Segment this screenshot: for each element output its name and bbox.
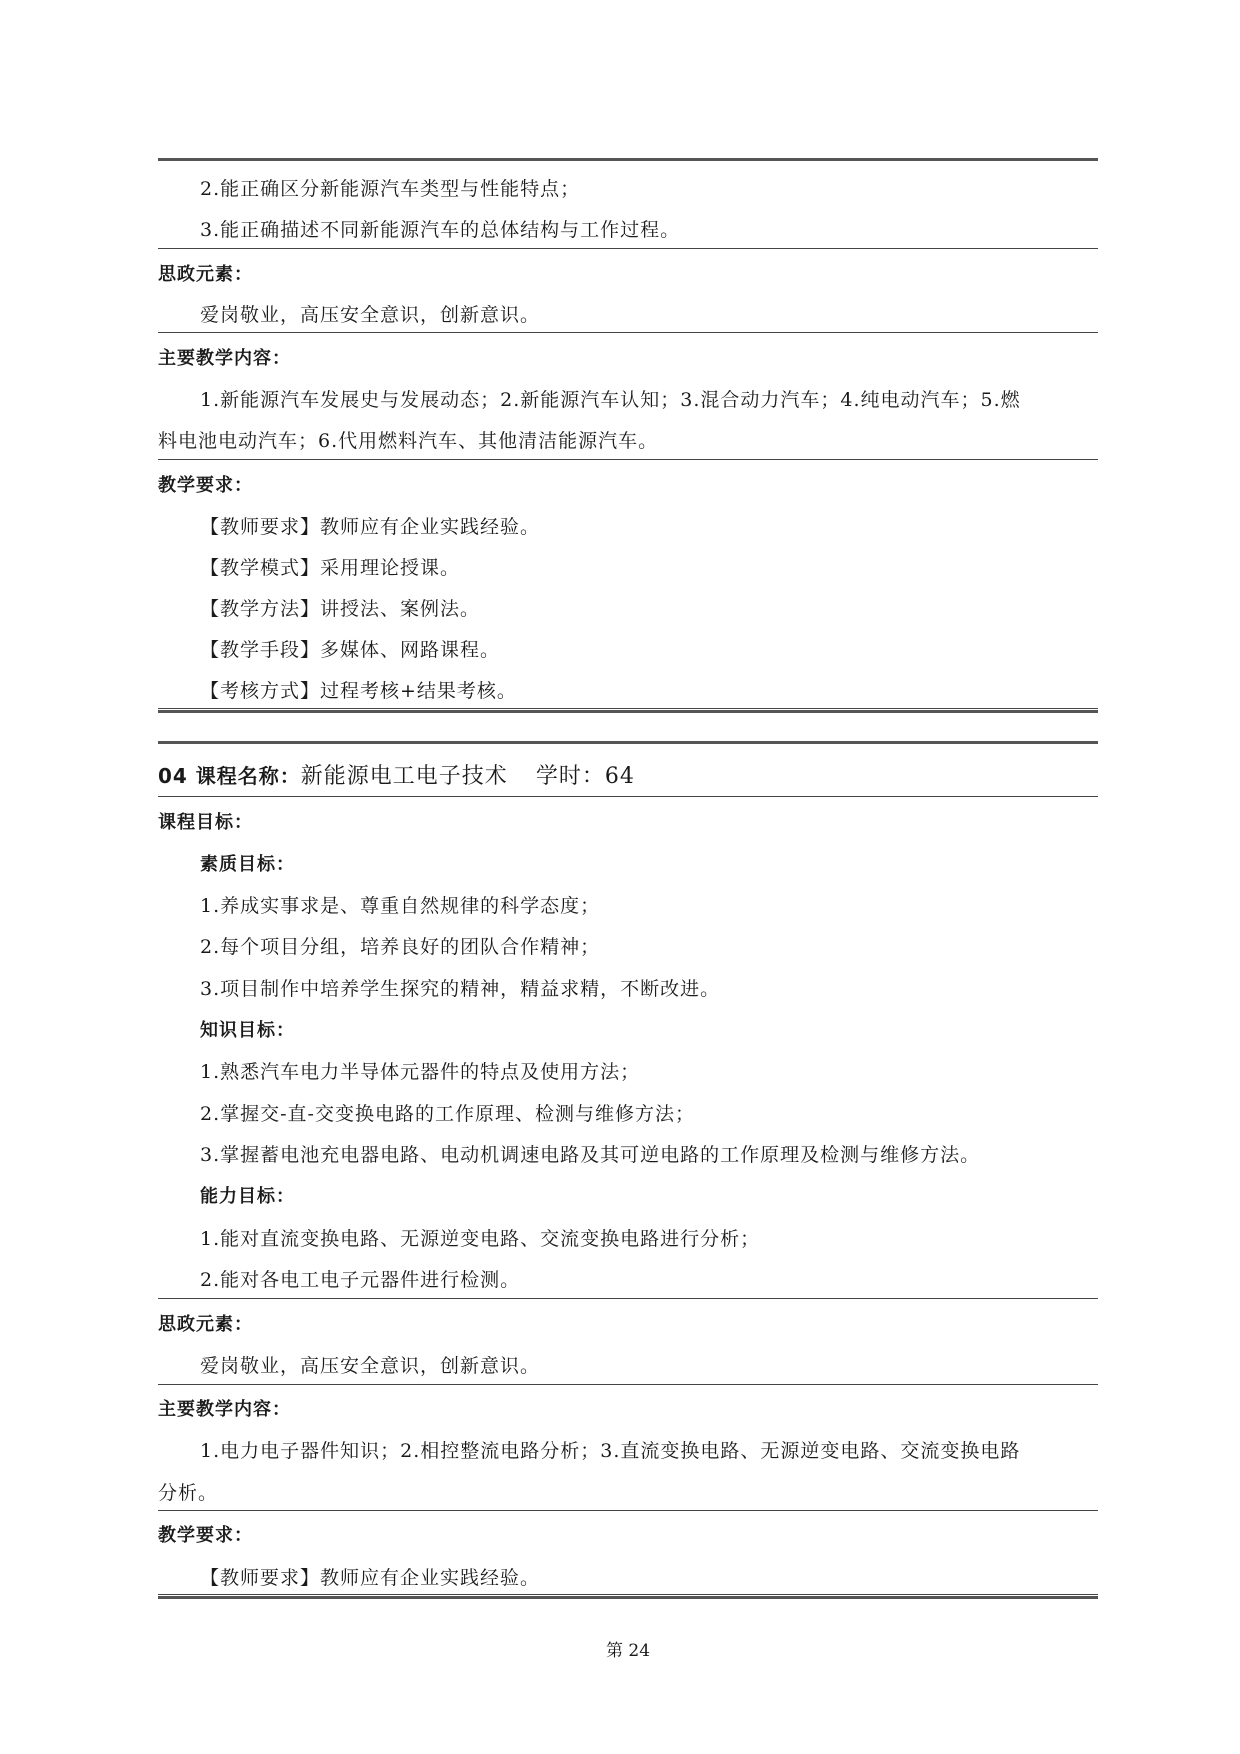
course-name: 新能源电工电子技术 bbox=[300, 764, 508, 789]
goal-line: 2.能正确区分新能源汽车类型与性能特点； bbox=[200, 178, 581, 200]
quality-item: 2.每个项目分组，培养良好的团队合作精神； bbox=[200, 936, 601, 958]
row-divider bbox=[158, 796, 1098, 797]
ideology-text: 爱岗敬业，高压安全意识，创新意识。 bbox=[200, 1355, 541, 1377]
row-divider bbox=[158, 332, 1098, 333]
content-label: 主要教学内容： bbox=[158, 1399, 291, 1420]
table-top-rule bbox=[158, 158, 1098, 161]
goal-line: 3.能正确描述不同新能源汽车的总体结构与工作过程。 bbox=[200, 219, 681, 241]
table-bottom-rule bbox=[158, 1594, 1098, 1599]
course-hours-label: 学时： bbox=[535, 764, 605, 789]
content-text: 分析。 bbox=[158, 1482, 219, 1504]
row-divider bbox=[158, 1510, 1098, 1511]
knowledge-item: 3.掌握蓄电池充电器电路、电动机调速电路及其可逆电路的工作原理及检测与维修方法。 bbox=[200, 1144, 981, 1166]
page-number: 第 24 bbox=[605, 1641, 651, 1661]
course-title bbox=[158, 761, 1098, 792]
knowledge-label: 知识目标： bbox=[200, 1020, 295, 1041]
ideology-label: 思政元素： bbox=[158, 264, 253, 285]
ability-label: 能力目标： bbox=[200, 1186, 295, 1207]
quality-item: 1.养成实事求是、尊重自然规律的科学态度； bbox=[200, 895, 601, 917]
requirement-item: 【教学模式】采用理论授课。 bbox=[200, 557, 461, 579]
requirement-item: 【教学方法】讲授法、案例法。 bbox=[200, 598, 481, 620]
table-bottom-rule bbox=[158, 708, 1098, 713]
content-text: 1.新能源汽车发展史与发展动态；2.新能源汽车认知；3.混合动力汽车；4.纯电动汽车；5.燃 bbox=[200, 389, 1021, 411]
ideology-label: 思政元素： bbox=[158, 1314, 253, 1335]
requirement-item: 【教师要求】教师应有企业实践经验。 bbox=[200, 1567, 541, 1589]
ability-item: 2.能对各电工电子元器件进行检测。 bbox=[200, 1269, 521, 1291]
knowledge-item: 1.熟悉汽车电力半导体元器件的特点及使用方法； bbox=[200, 1061, 641, 1083]
quality-label: 素质目标： bbox=[200, 854, 295, 875]
row-divider bbox=[158, 459, 1098, 460]
content-text: 1.电力电子器件知识；2.相控整流电路分析；3.直流变换电路、无源逆变电路、交流变换电路 bbox=[200, 1440, 1021, 1462]
row-divider bbox=[158, 1384, 1098, 1385]
row-divider bbox=[158, 248, 1098, 249]
requirement-item: 【教师要求】教师应有企业实践经验。 bbox=[200, 516, 541, 538]
requirement-item: 【教学手段】多媒体、网路课程。 bbox=[200, 639, 501, 661]
table-top-rule bbox=[158, 741, 1098, 744]
course-number-label: 04 课程名称： bbox=[158, 764, 301, 788]
knowledge-item: 2.掌握交-直-交变换电路的工作原理、检测与维修方法； bbox=[200, 1103, 695, 1125]
ideology-text: 爱岗敬业，高压安全意识，创新意识。 bbox=[200, 304, 541, 326]
content-label: 主要教学内容： bbox=[158, 348, 291, 369]
row-divider bbox=[158, 1298, 1098, 1299]
objectives-label: 课程目标： bbox=[158, 812, 253, 833]
document-page bbox=[158, 0, 1098, 1754]
course-hours: 64 bbox=[604, 764, 635, 789]
requirement-item: 【考核方式】过程考核+结果考核。 bbox=[200, 680, 517, 702]
content-text: 料电池电动汽车；6.代用燃料汽车、其他清洁能源汽车。 bbox=[158, 430, 659, 452]
requirements-label: 教学要求： bbox=[158, 1525, 253, 1546]
quality-item: 3.项目制作中培养学生探究的精神，精益求精，不断改进。 bbox=[200, 978, 721, 1000]
requirements-label: 教学要求： bbox=[158, 475, 253, 496]
ability-item: 1.能对直流变换电路、无源逆变电路、交流变换电路进行分析； bbox=[200, 1228, 761, 1250]
